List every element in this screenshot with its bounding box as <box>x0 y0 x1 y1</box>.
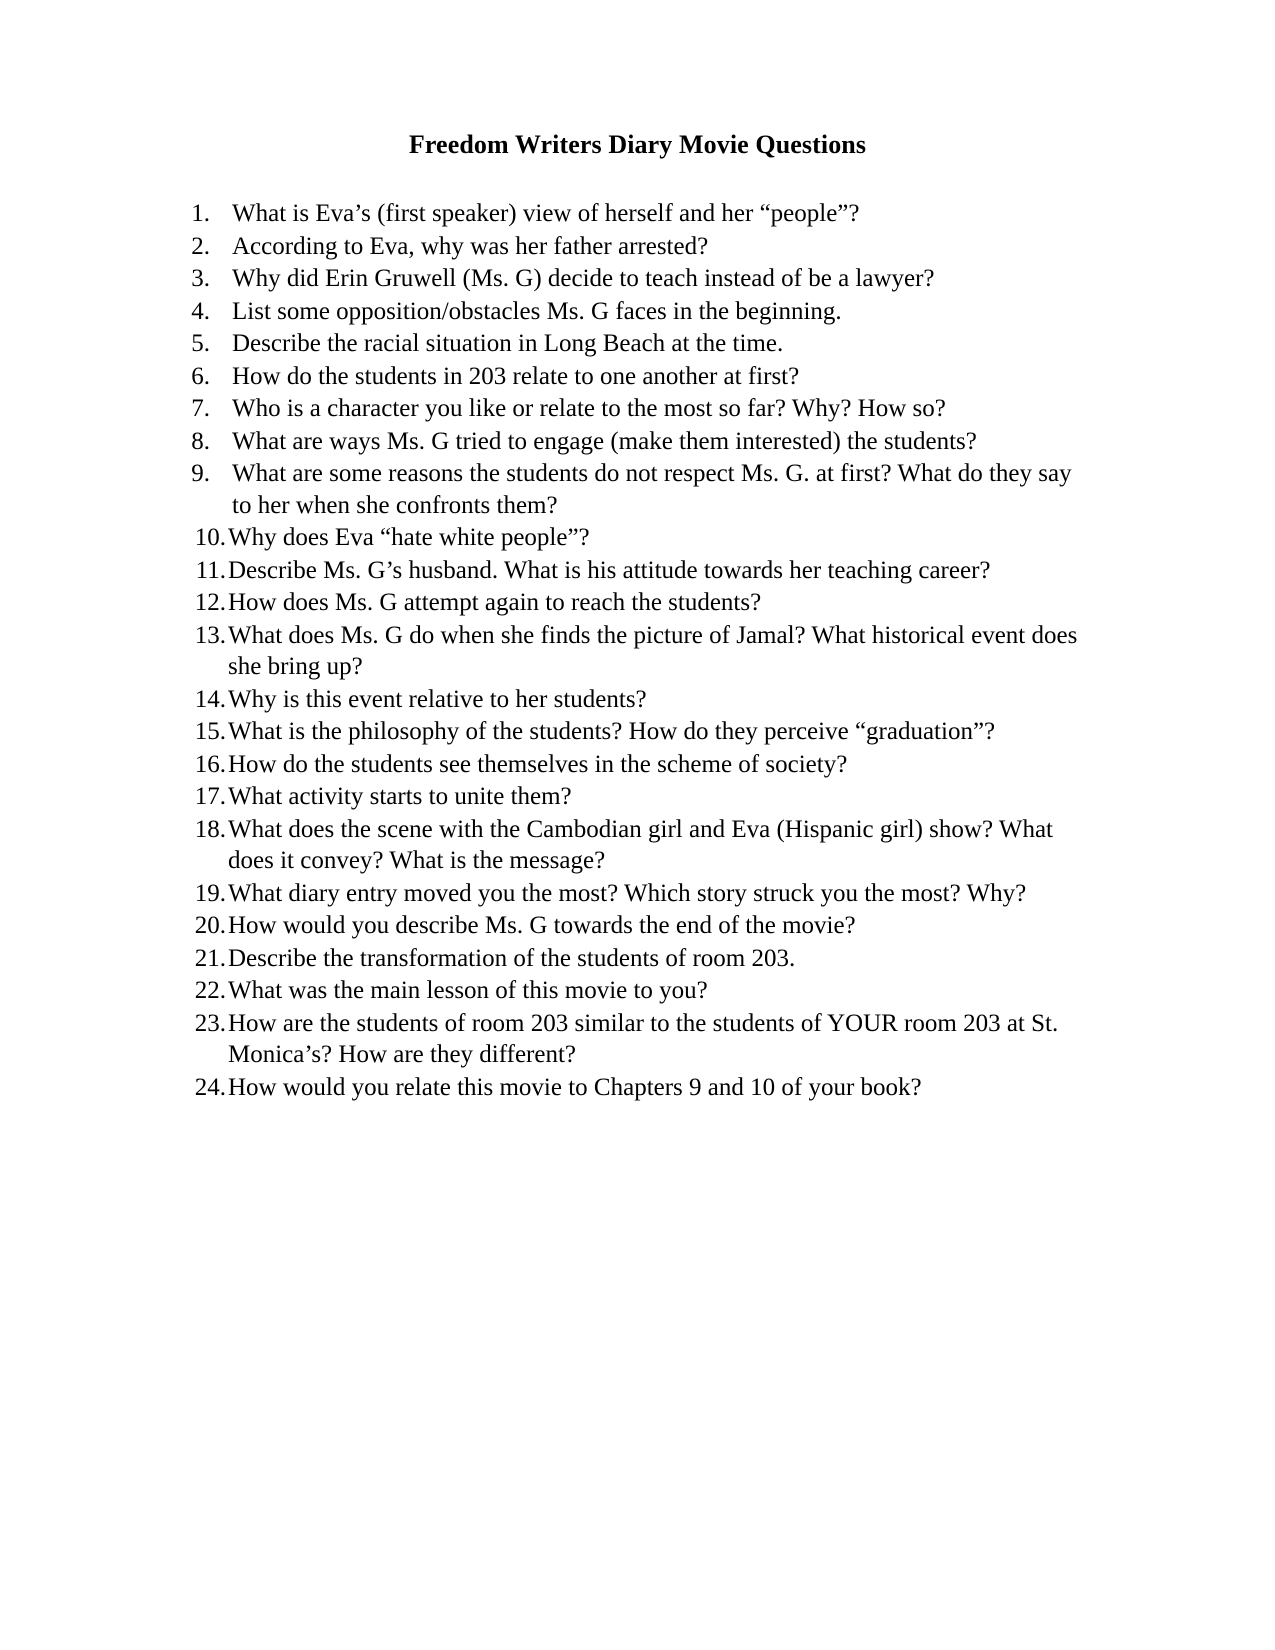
list-item-number: 2. <box>191 232 210 260</box>
list-item-text: What are ways Ms. G tried to engage (make them interested) the students? <box>232 427 977 455</box>
list-item-number: 23. <box>194 1009 226 1037</box>
list-item-number: 24. <box>194 1073 226 1101</box>
list-item-text: What was the main lesson of this movie to you? <box>228 977 708 1004</box>
list-item-number: 7. <box>191 395 210 422</box>
list-item <box>180 620 1095 683</box>
list-item-text: How would you relate this movie to Chapters 9 and 10 of your book? <box>228 1073 922 1101</box>
list-item <box>180 749 1095 781</box>
list-item <box>180 878 1095 910</box>
list-item-number: 21. <box>194 944 226 972</box>
list-item-text: How would you describe Ms. G towards the end of the movie? <box>228 912 856 939</box>
list-item <box>180 522 1095 554</box>
list-item-number: 19. <box>194 879 226 907</box>
list-item-number: 3. <box>191 265 210 292</box>
list-item-number: 13. <box>194 621 226 649</box>
list-item-text: How does Ms. G attempt again to reach the students? <box>228 589 762 616</box>
list-item-text: What activity starts to unite them? <box>228 783 572 810</box>
list-item-number: 12. <box>194 589 226 616</box>
list-item-text: Who is a character you like or relate to the most so far? Why? How so? <box>232 395 946 422</box>
list-item-number: 16. <box>194 750 226 778</box>
list-item-number: 22. <box>194 977 226 1004</box>
list-item <box>180 781 1095 813</box>
list-item-number: 8. <box>191 427 210 455</box>
list-item <box>180 943 1095 975</box>
list-item <box>180 1008 1095 1071</box>
list-item-text: List some opposition/obstacles Ms. G faces in the beginning. <box>232 297 842 325</box>
list-item-number: 10. <box>194 524 226 551</box>
list-item <box>180 426 1095 458</box>
list-item-text: Describe the transformation of the students of room 203. <box>228 944 796 972</box>
list-item-number: 15. <box>194 718 226 745</box>
list-item <box>180 198 1095 230</box>
list-item-number: 4. <box>191 297 210 325</box>
list-item-text: Why does Eva “hate white people”? <box>228 524 590 551</box>
list-item <box>180 361 1095 393</box>
list-item <box>180 587 1095 619</box>
list-item-number: 5. <box>191 330 210 357</box>
list-item-text: What is the philosophy of the students? How do they perceive “graduation”? <box>228 718 996 745</box>
list-item-number: 14. <box>194 685 226 713</box>
list-item-number: 9. <box>191 460 210 487</box>
list-item <box>180 555 1095 587</box>
list-item-number: 6. <box>191 362 210 390</box>
list-item-text: How do the students see themselves in the scheme of society? <box>228 750 848 778</box>
list-item-text: Why did Erin Gruwell (Ms. G) decide to teach instead of be a lawyer? <box>232 265 935 292</box>
list-item-text: Describe Ms. G’s husband. What is his attitude towards her teaching career? <box>228 556 991 584</box>
list-item-text: What are some reasons the students do not respect Ms. G. at first? What do they say to her when she confronts them? <box>232 460 1072 519</box>
list-item <box>180 231 1095 263</box>
list-item <box>180 1072 1095 1104</box>
list-item-text: What is Eva’s (first speaker) view of herself and her “people”? <box>232 200 860 227</box>
list-item-text: How are the students of room 203 similar to the students of YOUR room 203 at St. Monica’s? How are they different? <box>228 1009 1059 1068</box>
list-item <box>180 975 1095 1007</box>
list-item <box>180 328 1095 360</box>
list-item-text: What diary entry moved you the most? Which story struck you the most? Why? <box>228 879 1027 907</box>
list-item <box>180 684 1095 716</box>
list-item-number: 20. <box>194 912 226 939</box>
list-item-number: 1. <box>191 200 210 227</box>
list-item-number: 18. <box>194 815 226 843</box>
page-title: Freedom Writers Diary Movie Questions <box>408 130 867 159</box>
list-item-text: Describe the racial situation in Long Beach at the time. <box>232 330 784 357</box>
list-item <box>180 263 1095 295</box>
list-item-text: What does Ms. G do when she finds the picture of Jamal? What historical event does she bring up? <box>228 621 1078 680</box>
list-item <box>180 814 1095 877</box>
questions-list <box>180 198 1095 1103</box>
list-item-number: 11. <box>195 556 226 584</box>
list-item <box>180 458 1095 521</box>
list-item-text: What does the scene with the Cambodian girl and Eva (Hispanic girl) show? What does it convey? What is the message? <box>228 815 1053 874</box>
list-item-text: According to Eva, why was her father arrested? <box>232 232 709 260</box>
list-item <box>180 910 1095 942</box>
list-item-text: How do the students in 203 relate to one another at first? <box>232 362 800 390</box>
list-item-number: 17. <box>194 783 226 810</box>
list-item <box>180 393 1095 425</box>
list-item <box>180 716 1095 748</box>
list-item <box>180 296 1095 328</box>
list-item-text: Why is this event relative to her students? <box>228 685 647 713</box>
